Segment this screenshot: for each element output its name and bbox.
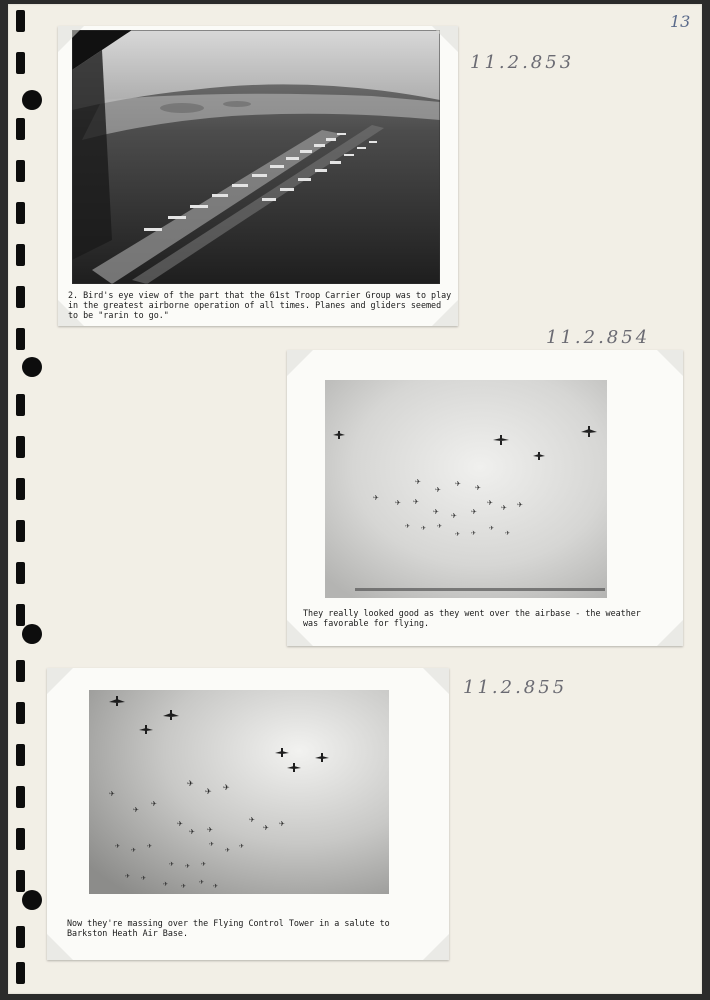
svg-text:✈: ✈ [185,863,191,870]
tower-formation-image [89,690,389,894]
binder-hole [16,660,25,682]
svg-text:✈: ✈ [435,486,441,494]
svg-text:✈: ✈ [437,523,443,530]
svg-text:✈: ✈ [487,499,493,507]
svg-text:✈: ✈ [405,523,411,530]
binder-hole [16,436,25,458]
svg-text:✈: ✈ [201,861,207,868]
svg-text:✈: ✈ [131,847,137,854]
binder-hole [16,286,25,308]
photo-caption: Now they're massing over the Flying Control Tower in a salute to Barkston Heath Air Base. [67,918,390,938]
svg-text:✈: ✈ [451,512,457,520]
binder-hole [16,828,25,850]
svg-text:✈: ✈ [471,530,477,537]
binder-holes [0,0,48,1000]
binder-ring [22,357,42,377]
svg-text:✈: ✈ [225,847,231,854]
svg-text:✈: ✈ [199,879,205,886]
catalog-number: 11.2.855 [463,677,568,698]
svg-text:✈: ✈ [413,498,419,506]
svg-text:✈: ✈ [207,826,213,834]
svg-text:✈: ✈ [109,790,115,798]
svg-text:✈: ✈ [455,531,461,538]
svg-text:✈: ✈ [471,508,477,516]
binder-hole [16,118,25,140]
svg-text:✈: ✈ [455,480,461,488]
svg-text:✈: ✈ [133,806,139,814]
svg-text:✈: ✈ [279,820,285,828]
svg-text:✈: ✈ [249,816,255,824]
binder-hole [16,562,25,584]
photo-corner [47,668,73,694]
photo-formation-tower [47,668,449,960]
svg-text:✈: ✈ [505,530,511,537]
svg-text:✈: ✈ [223,783,230,792]
svg-text:✈: ✈ [163,881,169,888]
photo-formation-airbase [287,350,683,646]
binder-hole [16,244,25,266]
photo-corner [423,668,449,694]
binder-hole [16,202,25,224]
svg-text:✈: ✈ [151,800,157,808]
binder-hole [16,10,25,32]
svg-text:✈: ✈ [125,873,131,880]
binder-hole [16,962,25,984]
svg-text:✈: ✈ [415,478,421,486]
svg-text:✈: ✈ [141,875,147,882]
binder-hole [16,604,25,626]
photo-corner [287,350,313,376]
svg-text:✈: ✈ [189,828,195,836]
photo-caption: They really looked good as they went over the airbase - the weather was favorable for flying. [303,608,641,628]
photo-airfield [58,26,458,326]
binder-hole [16,52,25,74]
binder-ring [22,90,42,110]
formation-image [325,380,607,598]
svg-text:✈: ✈ [421,525,427,532]
svg-text:✈: ✈ [213,883,219,890]
svg-text:✈: ✈ [181,883,187,890]
binder-hole [16,478,25,500]
svg-text:✈: ✈ [177,820,183,828]
page-number: 13 [670,12,691,31]
svg-text:✈: ✈ [169,861,175,868]
svg-text:✈: ✈ [395,499,401,507]
svg-text:✈: ✈ [517,501,523,509]
svg-text:✈: ✈ [501,504,507,512]
catalog-number: 11.2.854 [546,327,651,348]
binder-ring [22,890,42,910]
svg-text:✈: ✈ [475,484,481,492]
svg-text:✈: ✈ [373,494,379,502]
binder-hole [16,744,25,766]
binder-hole [16,702,25,724]
binder-ring [22,624,42,644]
svg-text:✈: ✈ [115,843,121,850]
photo-caption: 2. Bird's eye view of the part that the 61st Troop Carrier Group was to play in the greatest airborne operation of all times. Planes and gliders seemed to be "rarin to go." [68,290,452,320]
binder-hole [16,520,25,542]
svg-text:✈: ✈ [433,508,439,516]
binder-hole [16,926,25,948]
svg-text:✈: ✈ [489,525,495,532]
svg-text:✈: ✈ [205,787,212,796]
catalog-number: 11.2.853 [470,52,575,73]
binder-hole [16,328,25,350]
svg-text:✈: ✈ [263,824,269,832]
binder-hole [16,870,25,892]
svg-text:✈: ✈ [147,843,153,850]
svg-text:✈: ✈ [209,841,215,848]
svg-text:✈: ✈ [187,779,194,788]
binder-hole [16,394,25,416]
svg-text:✈: ✈ [239,843,245,850]
binder-hole [16,786,25,808]
binder-hole [16,160,25,182]
photo-corner [657,350,683,376]
airfield-image [72,30,440,284]
